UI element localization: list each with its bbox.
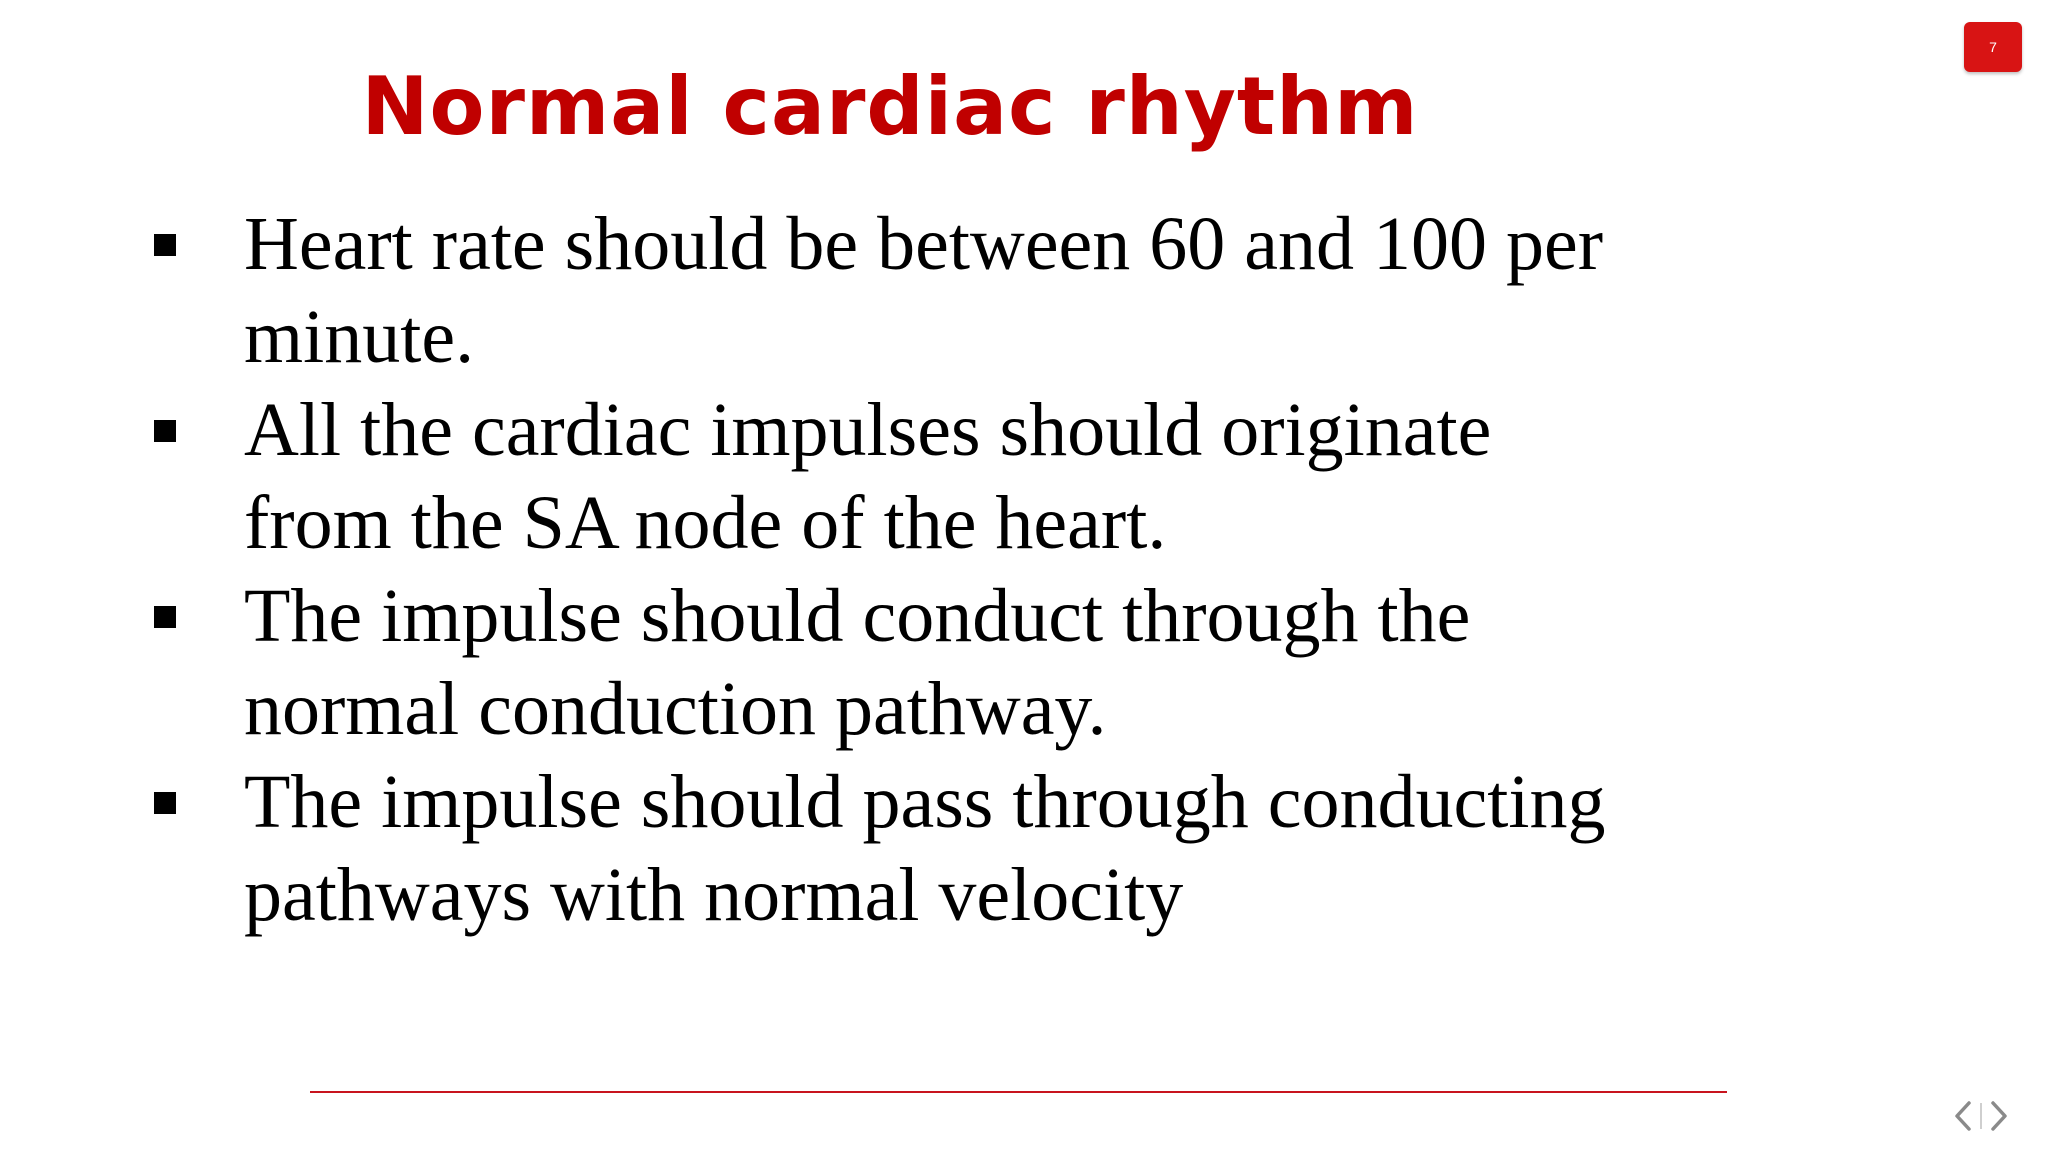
square-bullet-icon (154, 420, 176, 442)
bullet-item (150, 756, 1650, 942)
page-number: 7 (1989, 39, 1997, 55)
slide-title: Normal cardiac rhythm (361, 60, 1419, 153)
bullet-item (150, 198, 1650, 384)
chevron-right-icon (1988, 1100, 2010, 1132)
bullet-text: The impulse should pass through conducting pathways with normal velocity (244, 760, 1606, 937)
square-bullet-icon (154, 792, 176, 814)
nav-separator (1980, 1103, 1982, 1129)
square-bullet-icon (154, 606, 176, 628)
square-bullet-icon (154, 234, 176, 256)
footer-divider (310, 1091, 1727, 1093)
bullet-list (150, 198, 1650, 942)
bullet-item (150, 384, 1650, 570)
bullet-item (150, 570, 1650, 756)
bullet-text: The impulse should conduct through the normal conduction pathway. (244, 574, 1471, 751)
next-slide-button[interactable] (1986, 1098, 2012, 1134)
bullet-text: Heart rate should be between 60 and 100 per minute. (244, 202, 1604, 379)
chevron-left-icon (1952, 1100, 1974, 1132)
slide-navigation (1950, 1096, 2012, 1136)
previous-slide-button[interactable] (1950, 1098, 1976, 1134)
bullet-text: All the cardiac impulses should originate from the SA node of the heart. (244, 388, 1492, 565)
page-number-badge (1964, 22, 2022, 72)
